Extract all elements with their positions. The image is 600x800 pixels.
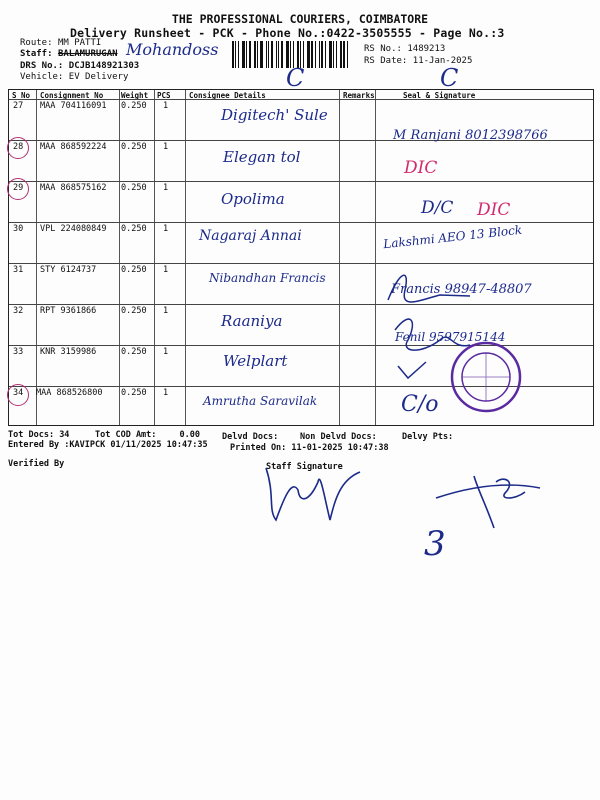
row-weight: 0.250 — [121, 101, 147, 111]
row-consignment: MAA 704116091 — [40, 101, 107, 111]
totals-line — [8, 430, 69, 440]
delvy-pts-label: Delvy Pts: — [402, 432, 454, 442]
tot-cod-value: 0.00 — [179, 430, 201, 440]
drs-label: DRS No.: — [20, 61, 64, 71]
rs-date-label: RS Date: — [364, 56, 408, 66]
tot-cod-line — [95, 430, 200, 440]
header-seal: Seal & Signature — [403, 91, 476, 100]
company-title: THE PROFESSIONAL COURIERS, COIMBATORE — [171, 12, 429, 26]
staff-signature-label: Staff Signature — [266, 462, 343, 472]
vehicle-label: Vehicle: — [20, 72, 64, 82]
row-consignee-handwritten: Nagaraj Annai — [199, 228, 302, 244]
row-sno: 33 — [13, 347, 24, 357]
vehicle-value: EV Delivery — [68, 72, 129, 82]
row-seal-handwritten: Francis 98947-48807 — [391, 282, 532, 297]
row-weight: 0.250 — [121, 306, 147, 316]
row-consignee-handwritten: Opolima — [221, 190, 285, 208]
handwritten-staff-name: Mohandoss — [126, 40, 219, 59]
row-consignee-handwritten: Nibandhan Francis — [209, 271, 326, 285]
row-weight: 0.250 — [121, 265, 147, 275]
round-seal-stamp — [452, 343, 520, 411]
staff-signature-scribble — [266, 468, 360, 520]
row-pcs: 1 — [163, 101, 169, 111]
row-pcs: 1 — [163, 183, 169, 193]
row-consignee-handwritten: Elegan tol — [223, 148, 301, 166]
row-sno: 27 — [13, 101, 24, 111]
row-consignee-handwritten: Amrutha Saravilak — [203, 394, 318, 408]
row-seal-handwritten: Lakshmi AEO 13 Block — [382, 222, 523, 252]
tot-cod-label: Tot COD Amt: — [95, 430, 157, 440]
rs-date-value: 11-Jan-2025 — [412, 56, 473, 66]
row-consignee-handwritten: Raaniya — [221, 312, 283, 330]
row-consignment: MAA 868526800 — [36, 388, 103, 398]
row-weight: 0.250 — [121, 183, 147, 193]
row-pcs: 1 — [163, 142, 169, 152]
second-signature-scribble — [436, 476, 540, 528]
header-consignment: Consignment No — [40, 91, 104, 100]
delvd-docs-label: Delvd Docs: — [222, 432, 279, 442]
row-pcs: 1 — [163, 224, 169, 234]
row-pcs: 1 — [163, 388, 169, 398]
rs-no-label: RS No.: — [364, 44, 402, 54]
route-value: MM PATTI — [57, 38, 102, 48]
row-weight: 0.250 — [121, 224, 147, 234]
row-seal-handwritten: D/C — [421, 198, 454, 218]
row-sno: 30 — [13, 224, 24, 234]
verified-by: Verified By — [8, 459, 65, 469]
row-weight: 0.250 — [121, 388, 147, 398]
non-delvd-docs-label: Non Delvd Docs: — [300, 432, 377, 442]
signature-scribble — [395, 319, 470, 350]
row-consignment: KNR 3159986 — [40, 347, 97, 357]
row-sno: 32 — [13, 306, 24, 316]
handwritten-page-number: 3 — [424, 524, 446, 564]
row-weight: 0.250 — [121, 347, 147, 357]
row-consignee-handwritten: Welplart — [223, 352, 288, 370]
staff-value: BALAMURUGAN — [57, 49, 118, 59]
row-seal-handwritten: C/o — [401, 392, 439, 417]
rs-no-value: 1489213 — [407, 44, 446, 54]
header-remarks: Remarks — [343, 91, 375, 100]
row-consignment: VPL 224080849 — [40, 224, 107, 234]
row-consignee-handwritten: Digitech' Sule — [221, 106, 328, 124]
runsheet-subtitle: Delivery Runsheet - PCK - Phone No.:0422-3505555 - Page No.:3 — [70, 26, 505, 40]
handwritten-c-mark: C — [286, 64, 305, 92]
header-pcs: PCS — [157, 91, 171, 100]
row-consignment: STY 6124737 — [40, 265, 97, 275]
row-seal-handwritten: M Ranjani 8012398766 — [393, 128, 548, 143]
row-pcs: 1 — [163, 347, 169, 357]
row-consignment: RPT 9361866 — [40, 306, 97, 316]
drs-value: DCJB148921303 — [68, 61, 140, 71]
tot-docs-label: Tot Docs: — [8, 430, 55, 440]
signature-scribble — [388, 275, 470, 302]
row-sno: 29 — [13, 183, 24, 193]
check-mark — [398, 362, 426, 378]
header-weight: Weight — [121, 91, 149, 100]
row-sno: 28 — [13, 142, 24, 152]
handwritten-c-mark-right: C — [440, 64, 459, 92]
row-seal-stamp: DIC — [477, 200, 511, 220]
row-consignment: MAA 868575162 — [40, 183, 107, 193]
row-sno: 34 — [13, 388, 24, 398]
row-pcs: 1 — [163, 306, 169, 316]
staff-label: Staff: — [20, 49, 53, 59]
header-consignee: Consignee Details — [189, 91, 266, 100]
route-label: Route: — [20, 38, 53, 48]
entered-by: Entered By :KAVIPCK 01/11/2025 10:47:35 — [8, 440, 208, 450]
row-consignment: MAA 868592224 — [40, 142, 107, 152]
row-seal-stamp: DIC — [404, 158, 438, 178]
printed-on: Printed On: 11-01-2025 10:47:38 — [230, 443, 389, 453]
header-sno: S No — [12, 91, 31, 100]
tot-docs-value: 34 — [59, 430, 70, 440]
row-seal-handwritten: Fenil 9597915144 — [395, 330, 506, 344]
row-weight: 0.250 — [121, 142, 147, 152]
row-pcs: 1 — [163, 265, 169, 275]
row-sno: 31 — [13, 265, 24, 275]
